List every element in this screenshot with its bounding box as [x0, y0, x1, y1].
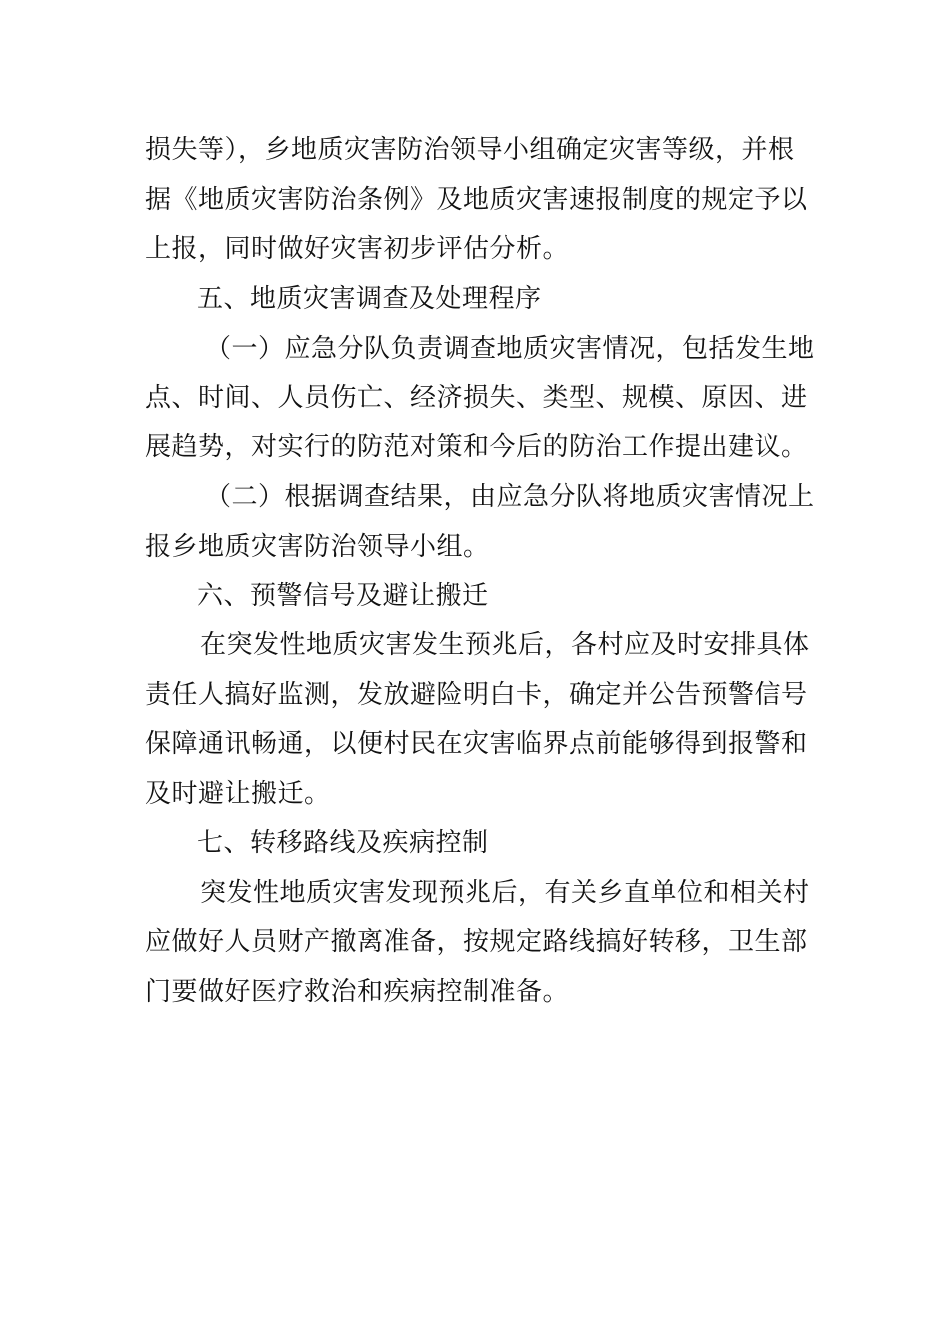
paragraph-line: （一）应急分队负责调查地质灾害情况，包括发生地	[205, 334, 815, 364]
paragraph-line: 报乡地质灾害防治领导小组。	[145, 532, 490, 562]
paragraph-line: 上报，同时做好灾害初步评估分析。	[145, 234, 570, 264]
section-heading-7: 七、转移路线及疾病控制	[197, 828, 489, 858]
paragraph-line: 保障通讯畅通，以便村民在灾害临界点前能够得到报警和	[145, 729, 808, 759]
paragraph-line: 据《地质灾害防治条例》及地质灾害速报制度的规定予以	[145, 185, 808, 215]
paragraph-line: 损失等），乡地质灾害防治领导小组确定灾害等级，并根	[145, 135, 795, 165]
paragraph-line: 责任人搞好监测，发放避险明白卡，确定并公告预警信号	[145, 680, 808, 710]
paragraph-line: 及时避让搬迁。	[145, 779, 331, 809]
paragraph-line: 点、时间、人员伤亡、经济损失、类型、规模、原因、进	[145, 383, 808, 413]
section-heading-5: 五、地质灾害调查及处理程序	[197, 284, 542, 314]
paragraph-line: 应做好人员财产撤离准备，按规定路线搞好转移，卫生部	[145, 927, 808, 957]
paragraph-line: 门要做好医疗救治和疾病控制准备。	[145, 977, 570, 1007]
paragraph-line: （二）根据调查结果，由应急分队将地质灾害情况上	[205, 482, 815, 512]
paragraph-line: 在突发性地质灾害发生预兆后，各村应及时安排具体	[200, 630, 810, 660]
paragraph-line: 突发性地质灾害发现预兆后，有关乡直单位和相关村	[200, 878, 810, 908]
paragraph-line: 展趋势，对实行的防范对策和今后的防治工作提出建议。	[145, 432, 808, 462]
section-heading-6: 六、预警信号及避让搬迁	[197, 581, 489, 611]
